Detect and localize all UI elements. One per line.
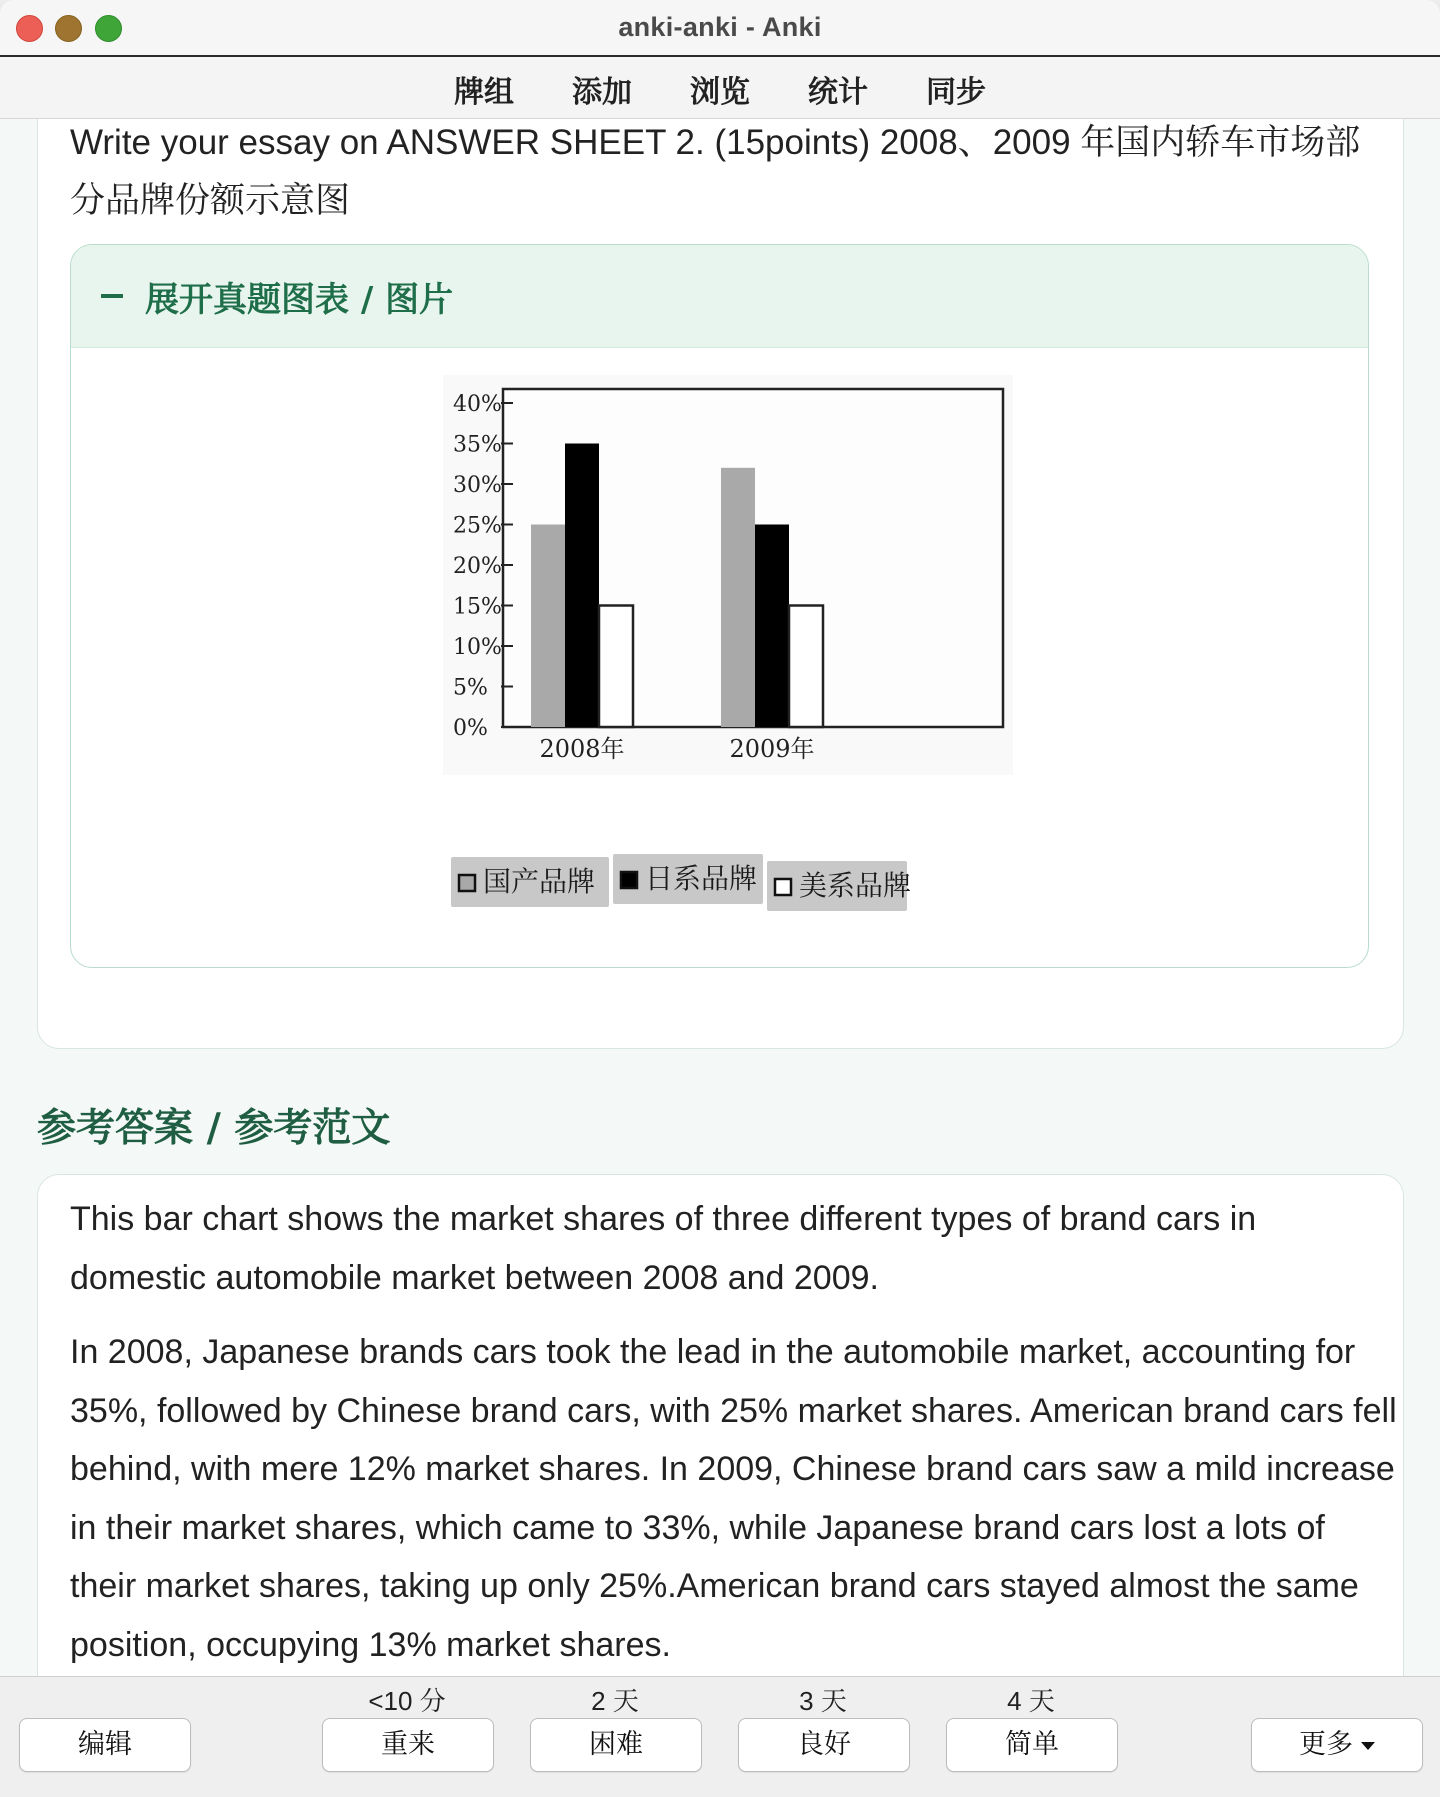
edit-button[interactable]: 编辑 (19, 1718, 191, 1772)
again-interval: <10 分 (368, 1686, 446, 1716)
main-toolbar (0, 57, 1440, 119)
hard-button[interactable]: 困难 (530, 1718, 702, 1772)
legend-swatch (775, 879, 791, 895)
good-interval: 3 天 (799, 1686, 847, 1716)
chart-panel (70, 244, 1369, 968)
question-text: Write your essay on ANSWER SHEET 2. (15points) 2008、2009 年国内轿车市场部分品牌份额示意图 (70, 123, 1361, 220)
x-tick-label: 2009年 (729, 735, 815, 763)
y-tick-label: 20% (453, 554, 502, 579)
easy-button[interactable]: 简单 (946, 1718, 1118, 1772)
bar-2-0 (599, 606, 633, 728)
y-tick-label: 40% (453, 392, 502, 417)
y-tick-label: 25% (453, 513, 502, 539)
easy-interval: 4 天 (1007, 1686, 1055, 1716)
hard-interval: 2 天 (591, 1686, 639, 1716)
bar-1-1 (755, 525, 789, 728)
toolbar-stats[interactable]: 统计 (808, 75, 868, 110)
legend-label: 国产品牌 (483, 865, 596, 898)
legend-label: 日系品牌 (645, 862, 758, 895)
y-tick-label: 30% (453, 473, 502, 498)
answer-paragraph-2: In 2008, Japanese brands cars took the lead in the automobile market, accounting for 35%, followed by Chinese brand cars, with 25% market shares. American brand cars fell behind, with mere 12% market shares. In 2009, Chinese brand cars saw a mild increase in their market shares, which came to 33%, while Japanese brand cars lost a lots of their market shares, taking up only 25%.American brand cars stayed almost the same position, occupying 13% market shares. (70, 1333, 1397, 1664)
legend-swatch (459, 875, 475, 891)
chevron-down-icon (1361, 1742, 1375, 1750)
more-button[interactable] (1251, 1718, 1423, 1772)
bar-0-1 (721, 468, 755, 727)
question-card (37, 119, 1404, 1049)
toolbar-decks[interactable]: 牌组 (454, 75, 514, 110)
legend-item-0 (451, 857, 609, 907)
y-tick-label: 5% (453, 675, 488, 701)
bar-2-1 (789, 606, 823, 728)
good-button[interactable]: 良好 (738, 1718, 910, 1772)
chart-panel-title: 展开真题图表 / 图片 (145, 279, 454, 320)
answer-card (37, 1174, 1404, 1676)
title-bar (0, 0, 1440, 57)
toolbar-add[interactable]: 添加 (572, 75, 632, 110)
y-tick-label: 35% (453, 432, 502, 458)
window-title: anki-anki - Anki (618, 12, 822, 42)
bar-0-0 (531, 525, 565, 728)
bar-chart (443, 375, 1013, 775)
more-button-label: 更多 (1299, 1729, 1353, 1760)
collapse-icon (101, 294, 123, 298)
x-tick-label: 2008年 (539, 735, 625, 763)
legend-swatch (621, 872, 637, 888)
answer-bar (0, 1676, 1440, 1797)
legend-item-2 (767, 861, 911, 911)
chart-panel-toggle[interactable] (71, 245, 1368, 348)
bar-1-0 (565, 444, 599, 728)
card-content[interactable] (0, 119, 1440, 1676)
legend-item-1 (613, 854, 763, 904)
answer-paragraph-1: This bar chart shows the market shares of three different types of brand cars in domestic automobile market between 2008 and 2009. (70, 1200, 1257, 1297)
again-button[interactable]: 重来 (322, 1718, 494, 1772)
chart-legend (451, 845, 991, 911)
toolbar-browse[interactable]: 浏览 (690, 75, 750, 110)
y-tick-label: 15% (453, 594, 502, 620)
y-tick-label: 0% (453, 716, 488, 741)
y-tick-label: 10% (453, 635, 502, 660)
answer-heading: 参考答案 / 参考范文 (37, 1106, 391, 1151)
toolbar-sync[interactable]: 同步 (926, 75, 986, 110)
legend-label: 美系品牌 (799, 869, 912, 902)
